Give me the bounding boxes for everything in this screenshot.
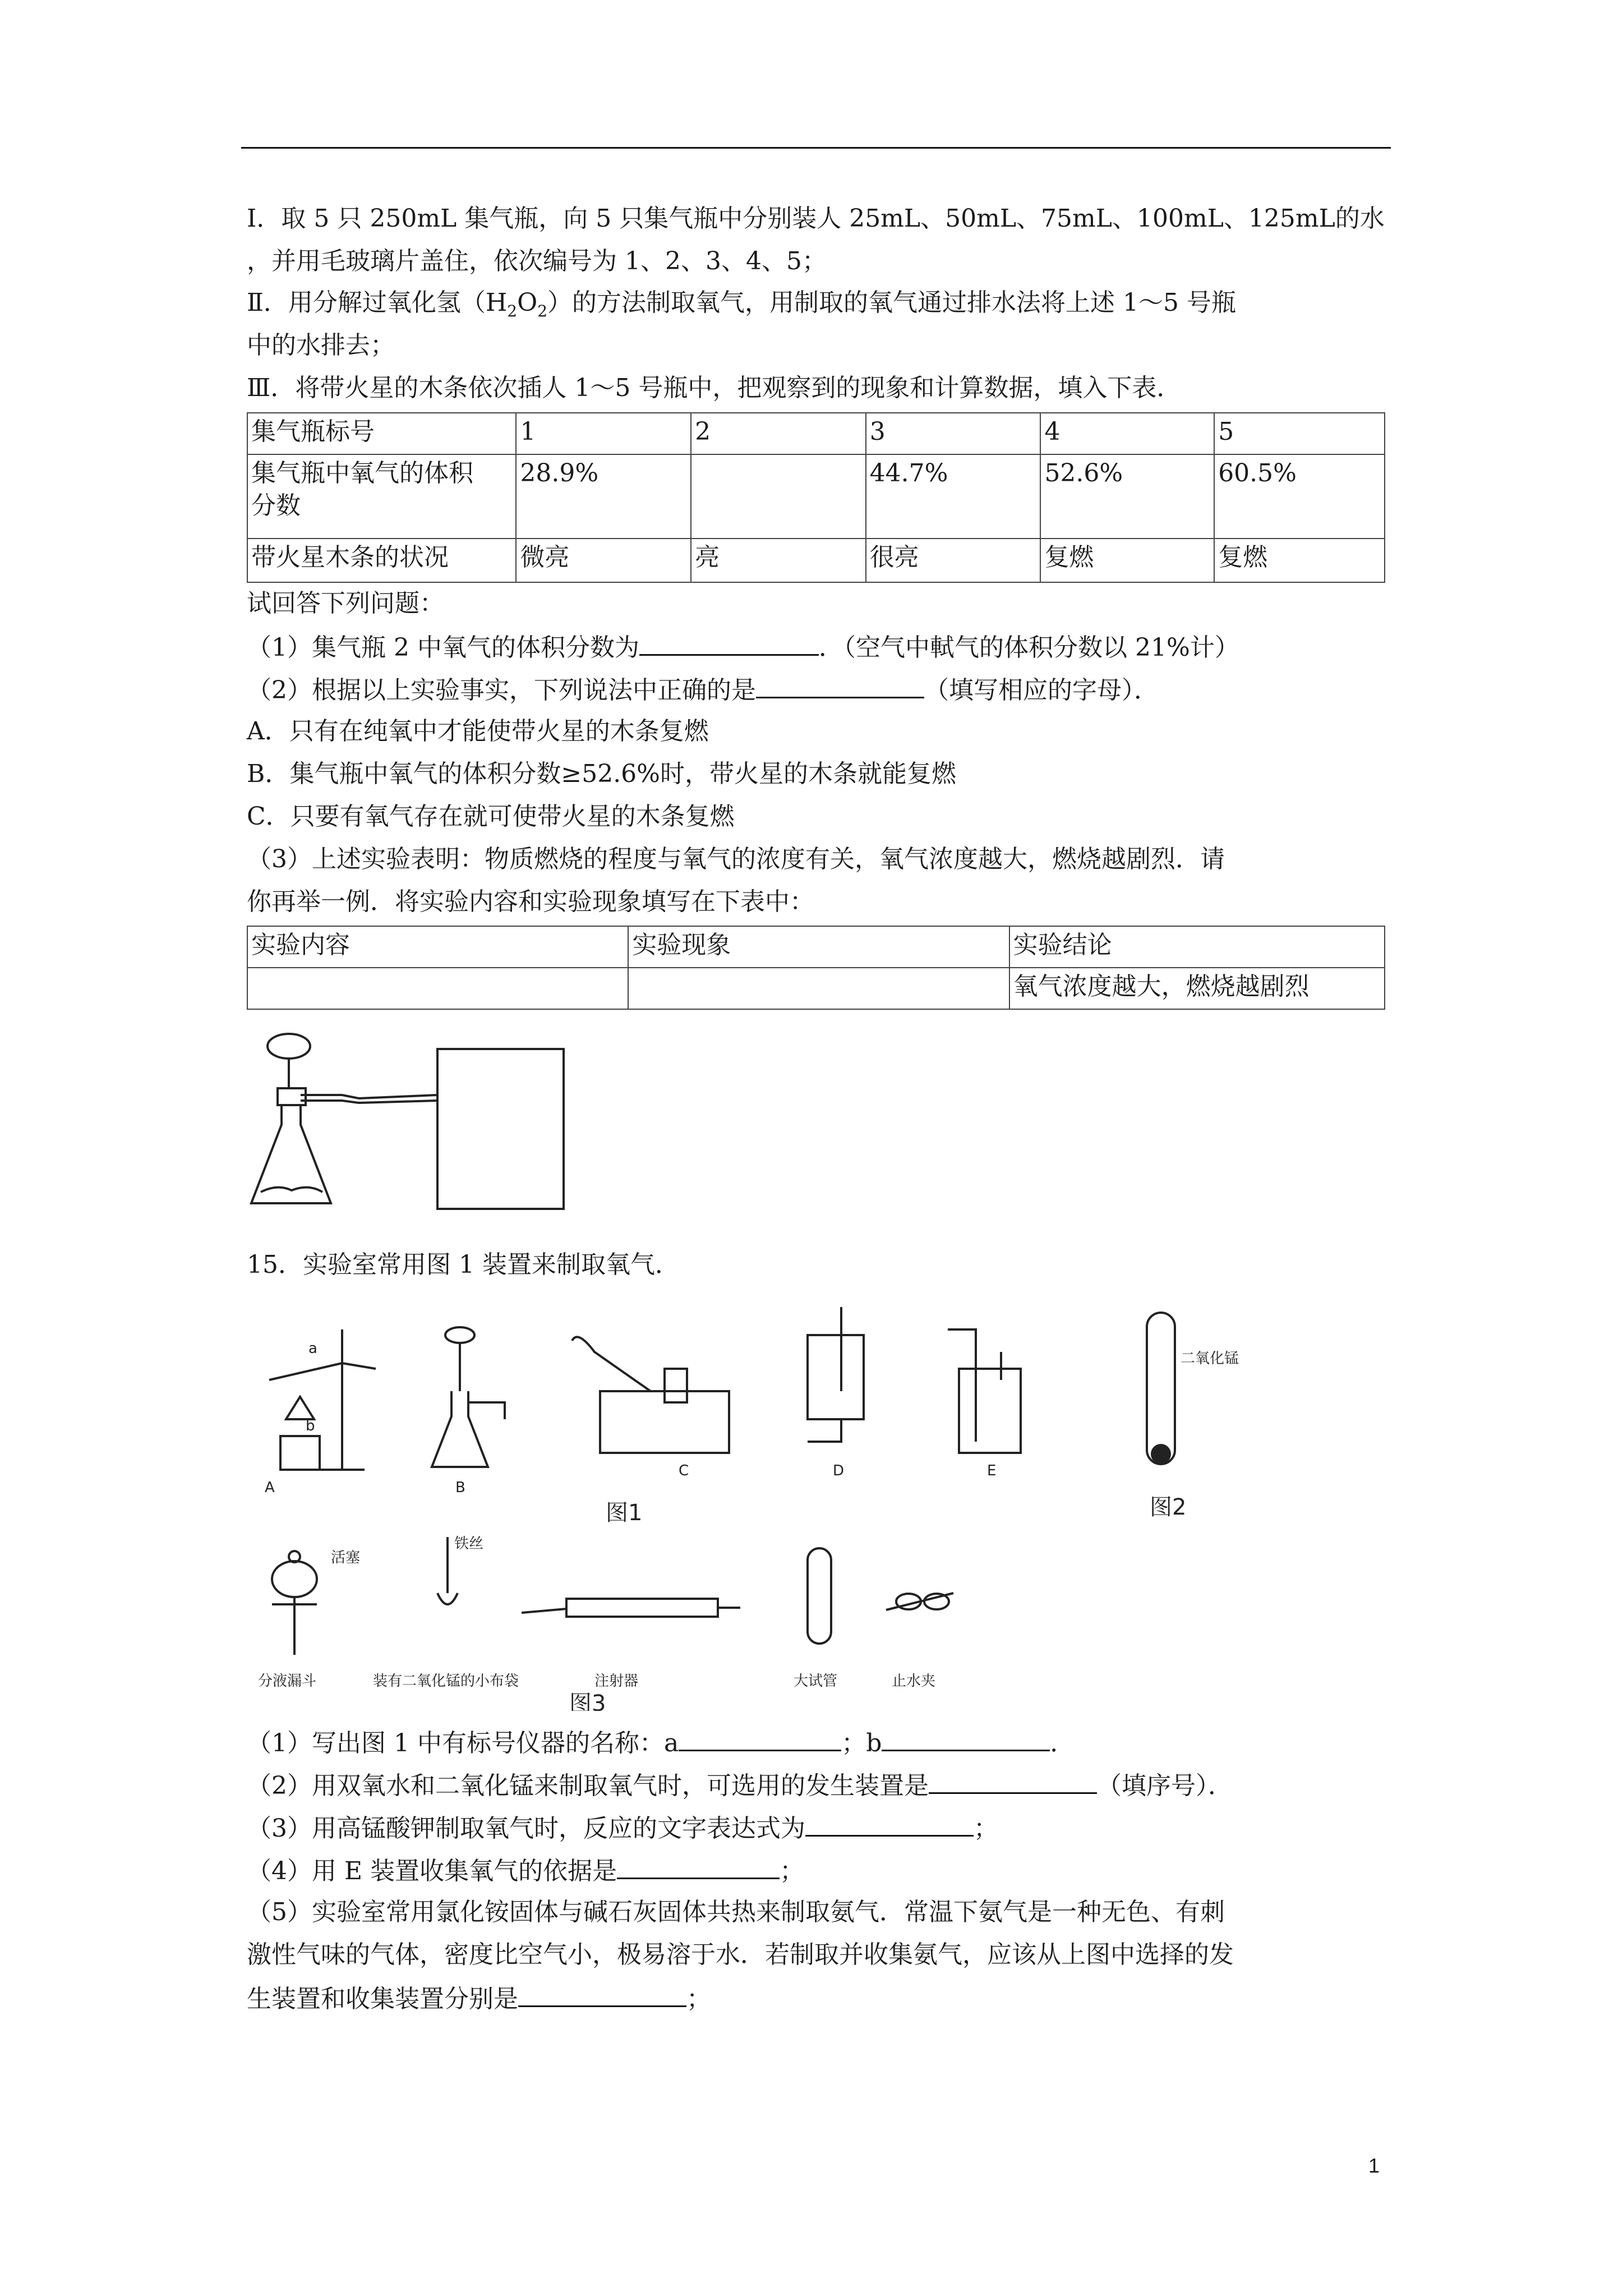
questions-intro: 试回答下列问题： [247,589,444,618]
question-2 [247,672,1159,707]
figure-1-label: E [987,1462,997,1479]
table-cell: 2 [691,413,866,454]
subscript: 2 [537,301,548,320]
table-row [247,926,1385,968]
question-text: ； [686,1985,711,2013]
table-cell: 亮 [691,539,866,582]
answer-blank[interactable] [518,1981,686,2007]
step-2-line-a [247,286,1236,328]
table-cell[interactable] [247,968,628,1009]
mark-b: b [306,1418,315,1434]
example-table [247,926,1385,1010]
question-text: （1）写出图 1 中有标号仪器的名称：a [247,1729,679,1757]
question-text: ． [1050,1729,1075,1757]
table-cell: 52.6% [1040,454,1214,539]
table-cell[interactable] [628,968,1009,1009]
answer-blank[interactable] [639,629,819,656]
table-row [247,413,1385,454]
q15-part-4 [247,1853,804,1888]
table-cell [247,454,516,539]
subscript: 2 [507,301,518,320]
question-text: （1）集气瓶 2 中氧气的体积分数为 [247,633,639,662]
cell-line: 分数 [251,491,301,520]
figure-3-item-label: 大试管 [794,1673,838,1690]
question-text: （3）用高锰酸钾制取氧气时，反应的文字表达式为 [247,1814,805,1843]
table-cell: 4 [1040,413,1214,454]
step-2-line-b: 中的水排去； [247,331,395,360]
step-1-line-a: Ⅰ．取 5 只 250mL 集气瓶，向 5 只集气瓶中分别装人 25mL、50mL、75mL、100mL、125mL的水 [247,204,1385,233]
table-cell: 44.7% [866,454,1041,539]
q15-part-5-line-a: （5）实验室常用氯化铵固体与碱石灰固体共热来制取氨气．常温下氨气是一种无色、有刺 [247,1898,1225,1926]
figure-3-item-label: 分液漏斗 [258,1673,317,1690]
figure-1-label: C [679,1462,689,1479]
header-rule [241,147,1391,149]
table-cell [691,454,866,539]
figure-3-drawing [247,1526,1032,1711]
q15-part-2 [247,1768,1233,1803]
question-1 [247,629,1239,665]
question-3-line-a: （3）上述实验表明：物质燃烧的程度与氧气的浓度有关，氧气浓度越大，燃烧越剧烈．请 [247,845,1225,873]
figure-2-label: 二氧化锰 [1181,1350,1239,1367]
answer-blank[interactable] [805,1810,974,1837]
question-text: （填写相应的字母）． [924,676,1159,705]
figure-3-item-label: 止水夹 [892,1673,936,1690]
table-cell: 5 [1214,413,1385,454]
wire-label: 铁丝 [454,1535,484,1552]
question-text: （4）用 E 装置收集氧气的依据是 [247,1857,617,1885]
table-cell: 集气瓶标号 [247,413,516,454]
table-cell: 复燃 [1214,539,1385,582]
question-3-line-b: 你再举一例．将实验内容和实验现象填写在下表中： [247,887,814,916]
answer-blank[interactable] [617,1853,780,1879]
q15-part-5-line-b: 激性气味的气体，密度比空气小，极易溶于水．若制取并收集氨气，应该从上图中选择的发 [247,1940,1234,1969]
step-2-text: Ⅱ．用分解过氧化氢（H [247,288,508,317]
mark-a: a [308,1340,317,1357]
table-header-cell: 实验现象 [628,926,1009,968]
step-2-text: ）的方法制取氧气，用制取的氧气通过排水法将上述 1～5 号瓶 [547,288,1236,317]
answer-blank[interactable] [756,672,924,698]
flask-apparatus-drawing [247,1027,583,1212]
question-text: ；b [841,1729,882,1757]
q15-part-5-line-c [247,1981,711,2016]
question-15-title: 15．实验室常用图 1 装置来制取氧气． [247,1250,680,1279]
figure-2-caption: 图2 [1150,1494,1187,1520]
cell-line: 集气瓶中氧气的体积 [251,459,473,487]
figure-1-label: B [455,1479,465,1496]
table-cell: 带火星木条的状况 [247,539,516,582]
option-c: C．只要有氧气存在就可使带火星的木条复燃 [247,802,735,831]
option-b: B．集气瓶中氧气的体积分数≥52.6%时，带火星的木条就能复燃 [247,760,956,788]
table-cell: 微亮 [516,539,691,582]
table-header-cell: 实验内容 [247,926,628,968]
answer-blank-a[interactable] [679,1725,841,1751]
flask-apparatus-figure [247,1027,583,1212]
question-text: ； [780,1857,805,1885]
question-text: （2）用双氧水和二氧化锰来制取氧气时，可选用的发生装置是 [247,1772,929,1800]
step-2-text: O [517,288,538,317]
answer-blank-b[interactable] [882,1725,1050,1751]
figure-1-drawing [247,1307,1312,1543]
step-3-line: Ⅲ．将带火星的木条依次插人 1～5 号瓶中，把观察到的现象和计算数据，填入下表． [247,374,1182,402]
question-text: （填序号）． [1097,1772,1233,1800]
table-header-cell: 实验结论 [1009,926,1385,968]
question-text: ； [974,1814,998,1843]
table-cell: 很亮 [866,539,1041,582]
figure-3-item-label: 装有二氧化锰的小布袋 [373,1673,519,1690]
answer-blank[interactable] [929,1768,1097,1794]
results-table [247,412,1385,583]
step-1-line-b: ，并用毛玻璃片盖住，依次编号为 1、2、3、4、5； [247,247,827,275]
table-cell: 复燃 [1040,539,1214,582]
table-row [247,968,1385,1009]
figure-3 [247,1526,1032,1711]
table-cell: 氧气浓度越大，燃烧越剧烈 [1009,968,1385,1009]
table-cell: 60.5% [1214,454,1385,539]
table-row [247,454,1385,539]
option-a: A．只有在纯氧中才能使带火星的木条复燃 [247,717,709,746]
stopcock-label: 活塞 [331,1549,361,1566]
table-cell: 28.9% [516,454,691,539]
manganese-dioxide-dot [1151,1444,1171,1464]
q15-part-1 [247,1725,1075,1760]
figure-3-item-label: 注射器 [594,1673,639,1690]
page-number: 1 [1368,2154,1380,2177]
question-text: 生装置和收集装置分别是 [247,1985,518,2013]
figure-1-label: D [833,1462,845,1479]
question-text: ．（空气中軾气的体积分数以 21%计） [818,633,1239,662]
figure-1-caption: 图1 [606,1500,643,1526]
table-row [247,539,1385,582]
q15-part-3 [247,1810,998,1846]
figure-1-label: A [265,1479,275,1496]
figure-1-and-2 [247,1307,1312,1543]
table-cell: 3 [866,413,1041,454]
figure-3-caption: 图3 [569,1691,606,1711]
table-cell: 1 [516,413,691,454]
question-text: （2）根据以上实验事实，下列说法中正确的是 [247,676,756,705]
